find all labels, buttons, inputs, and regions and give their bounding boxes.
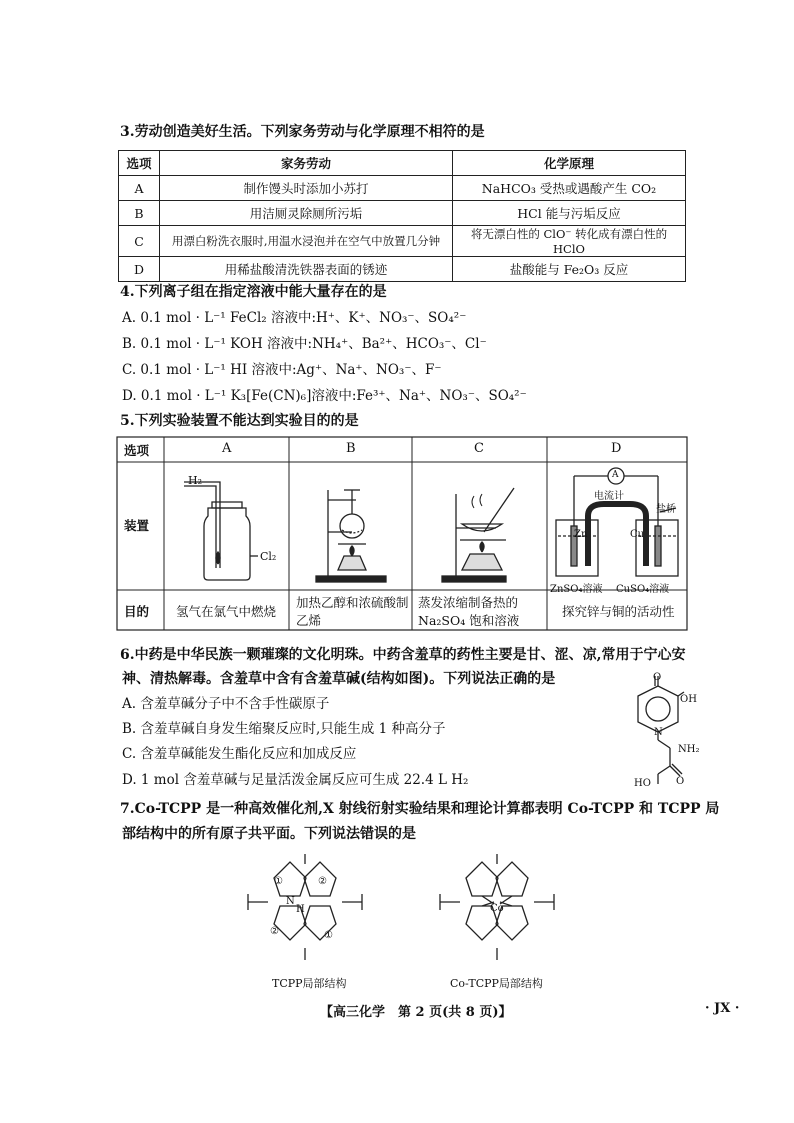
q7-title: 7.Co-TCPP 是一种高效催化剂,X 射线衍射实验结果和理论计算都表明 Co-TCPP 和 TCPP 局 xyxy=(120,801,720,817)
label-zn: Zn xyxy=(574,529,588,540)
q6-option-b: B. 含羞草碱自身发生缩聚反应时,只能生成 1 种高分子 xyxy=(122,721,446,737)
q4-option-c: C. 0.1 mol · L⁻¹ HI 溶液中:Ag⁺、Na⁺、NO₃⁻、F⁻ xyxy=(122,362,442,378)
tcpp-label-h: H xyxy=(296,904,305,915)
label-salt-bridge: 盐桥 xyxy=(656,504,676,515)
cell: 用洁厕灵除厕所污垢 xyxy=(160,201,453,226)
label-h2: H₂ xyxy=(188,474,203,487)
apparatus-c-icon xyxy=(442,488,514,582)
label-cuso4: CuSO₄溶液 xyxy=(616,584,670,595)
q5-header-option: 选项 xyxy=(124,443,150,458)
q6-option-a: A. 含羞草碱分子中不含手性碳原子 xyxy=(122,696,330,712)
co-tcpp-label-co: Co xyxy=(490,903,504,914)
cell: A xyxy=(119,176,160,201)
apparatus-a-icon xyxy=(184,482,258,580)
mimosine-label-oh: OH xyxy=(680,694,697,705)
tcpp-label-2a: ② xyxy=(318,876,327,887)
table-row xyxy=(119,226,686,257)
mimosine-label-ho: HO xyxy=(634,778,651,789)
q5-purpose-b: 加热乙醇和浓硫酸制乙烯 xyxy=(296,595,409,628)
label-cu: Cu xyxy=(630,529,645,540)
q5-purpose-d: 探究锌与铜的活动性 xyxy=(562,604,675,619)
q4-option-d: D. 0.1 mol · L⁻¹ K₃[Fe(CN)₆]溶液中:Fe³⁺、Na⁺、NO₃⁻、SO₄²⁻ xyxy=(122,388,527,404)
table-row xyxy=(119,201,686,226)
cell: NaHCO₃ 受热或遇酸产生 CO₂ xyxy=(453,176,686,201)
q5-title: 5.下列实验装置不能达到实验目的的是 xyxy=(120,413,359,429)
apparatus-b-icon xyxy=(316,490,386,582)
label-znso4: ZnSO₄溶液 xyxy=(550,584,603,595)
q4-title: 4.下列离子组在指定溶液中能大量存在的是 xyxy=(120,284,387,300)
q3-header-option: 选项 xyxy=(119,151,160,176)
cell: B xyxy=(119,201,160,226)
q5-purpose-a: 氢气在氯气中燃烧 xyxy=(176,604,277,619)
ammeter-label: A xyxy=(612,470,619,480)
table-row xyxy=(119,257,686,282)
cell: D xyxy=(119,257,160,282)
q6-option-d: D. 1 mol 含羞草碱与足量活泼金属反应可生成 22.4 L H₂ xyxy=(122,772,469,788)
q5-device-label: 装置 xyxy=(124,518,150,533)
q5-col-b: B xyxy=(346,441,356,456)
cell: 将无漂白性的 ClO⁻ 转化成有漂白性的 HClO xyxy=(453,226,686,257)
mimosine-label-n: N xyxy=(654,727,663,738)
footer-code: · JX · xyxy=(705,1001,740,1016)
q3-title: 3.劳动创造美好生活。下列家务劳动与化学原理不相符的是 xyxy=(120,124,485,140)
tcpp-label-2b: ② xyxy=(270,926,279,937)
q3-table xyxy=(118,150,686,282)
q5-col-a: A xyxy=(222,441,232,456)
q5-purpose-label: 目的 xyxy=(124,604,150,619)
label-cl2: Cl₂ xyxy=(260,550,277,563)
tcpp-label-1a: ① xyxy=(274,876,283,887)
q3-header-chore: 家务劳动 xyxy=(160,151,453,176)
q4-option-b: B. 0.1 mol · L⁻¹ KOH 溶液中:NH₄⁺、Ba²⁺、HCO₃⁻、Cl⁻ xyxy=(122,336,487,352)
page-footer: 【高三化学 第 2 页(共 8 页)】 xyxy=(320,1005,512,1020)
q5-col-c: C xyxy=(474,441,484,456)
apparatus-d-icon xyxy=(556,468,678,576)
co-tcpp-caption: Co-TCPP局部结构 xyxy=(450,977,543,990)
mimosine-label-o2: O xyxy=(676,776,685,787)
q5-col-d: D xyxy=(611,441,622,456)
mimosine-label-o: O xyxy=(653,672,662,683)
tcpp-structure xyxy=(240,852,370,972)
q6-option-c: C. 含羞草碱能发生酯化反应和加成反应 xyxy=(122,746,357,762)
mimosine-label-nh2: NH₂ xyxy=(678,744,700,755)
cell: 制作馒头时添加小苏打 xyxy=(160,176,453,201)
tcpp-caption: TCPP局部结构 xyxy=(272,977,347,990)
q5-purpose-c: 蒸发浓缩制备热的 Na₂SO₄ 饱和溶液 xyxy=(418,595,520,628)
cell: 用漂白粉洗衣服时,用温水浸泡并在空气中放置几分钟 xyxy=(160,226,453,257)
q6-title-line2: 神、清热解毒。含羞草中含有含羞草碱(结构如图)。下列说法正确的是 xyxy=(122,671,556,687)
cell: 用稀盐酸清洗铁器表面的锈迹 xyxy=(160,257,453,282)
q6-title: 6.中药是中华民族一颗璀璨的文化明珠。中药含羞草的药性主要是甘、涩、凉,常用于宁心安 xyxy=(120,647,686,663)
table-row xyxy=(119,176,686,201)
q4-option-a: A. 0.1 mol · L⁻¹ FeCl₂ 溶液中:H⁺、K⁺、NO₃⁻、SO₄²⁻ xyxy=(122,310,467,326)
label-galvanometer: 电流计 xyxy=(594,491,624,502)
cell: HCl 能与污垢反应 xyxy=(453,201,686,226)
q3-header-principle: 化学原理 xyxy=(453,151,686,176)
q7-title-line2: 部结构中的所有原子共平面。下列说法错误的是 xyxy=(122,826,416,842)
cell: 盐酸能与 Fe₂O₃ 反应 xyxy=(453,257,686,282)
tcpp-label-1b: ① xyxy=(324,930,333,941)
cell: C xyxy=(119,226,160,257)
tcpp-label-n: N xyxy=(286,896,295,907)
